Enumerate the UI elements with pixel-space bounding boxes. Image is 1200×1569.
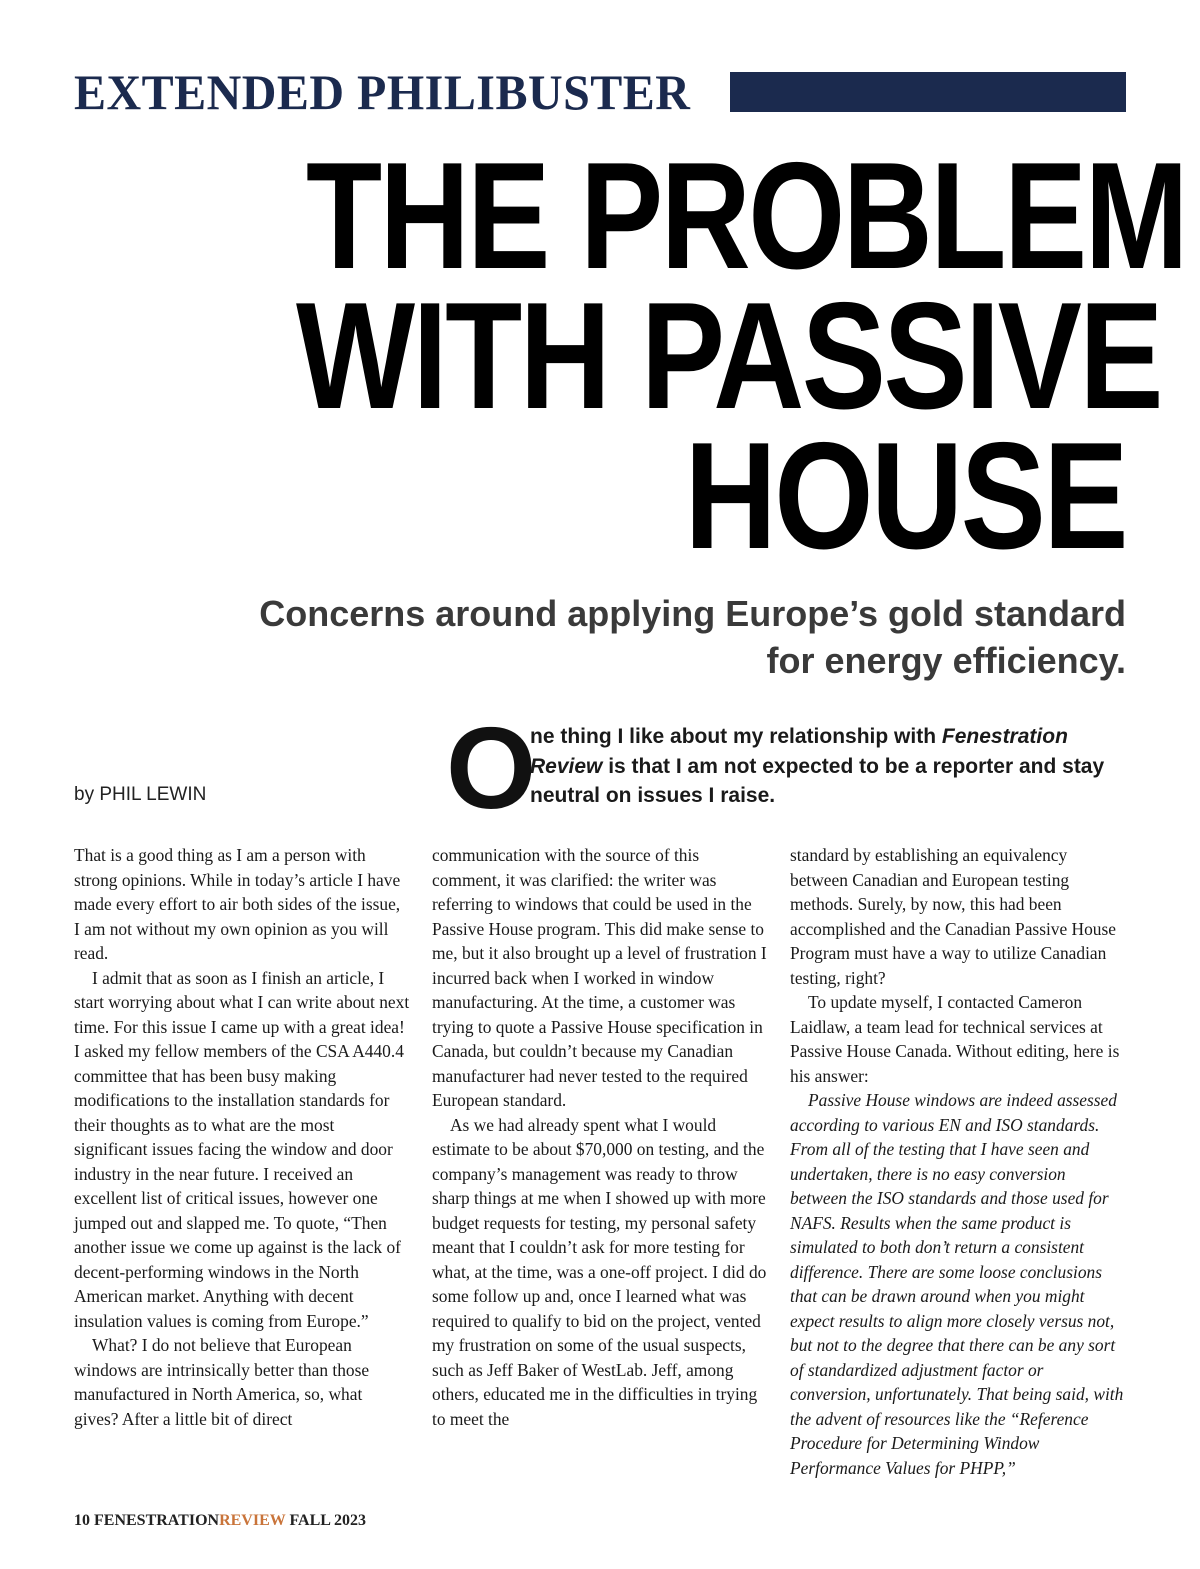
- magazine-title: [94, 1512, 285, 1529]
- intro-text-start: ne thing I like about my relationship with: [530, 725, 942, 748]
- subtitle-line-2: for energy efficiency.: [766, 640, 1126, 681]
- body-paragraph: communication with the source of this comment, it was clarified: the writer was referring to windows that could be used in the Passive House program. This did make sense to me, but it also brought up a level of frustration I incurred back when I worked in window manufacturing. At the time, a customer was trying to quote a Passive House specification in Canada, but couldn’t because my Canadian manufacturer had never tested to the required European standard.: [432, 845, 767, 1110]
- body-column-3: [790, 843, 1126, 1480]
- section-title: EXTENDED PHILIBUSTER: [74, 64, 691, 120]
- body-column-2: [432, 843, 768, 1431]
- magazine-name: Fenestration Review: [530, 725, 1068, 778]
- page-number: 10: [74, 1512, 90, 1529]
- body-paragraph: standard by establishing an equivalency between Canadian and European testing methods. Surely, by now, this had been accomplished and the Canadian Passive House Program must have a way to utilize Canadian testing, right?: [790, 845, 1116, 988]
- headline-line-2: WITH PASSIVE: [296, 271, 1162, 441]
- body-paragraph: As we had already spent what I would estimate to be about $70,000 on testing, and the company’s management was ready to throw sharp things at me when I showed up with more budget requests for testing, my personal safety meant that I couldn’t ask for more testing for what, at the time, was a one-off project. I did do some follow up and, once I learned what was required to qualify to bid on the project, vented my frustration on some of the usual suspects, such as Jeff Baker of WestLab. Jeff, among others, educated me in the difficulties in trying to meet the: [432, 1114, 767, 1429]
- article-subtitle: [126, 590, 1126, 684]
- intro-text-end: is that I am not expected to be a reporter and stay neutral on issues I raise.: [530, 754, 1105, 807]
- byline: by PHIL LEWIN: [74, 784, 207, 805]
- headline-line-3: HOUSE: [684, 411, 1126, 581]
- magazine-title-part-1: FENESTRATION: [94, 1512, 220, 1529]
- intro-paragraph: [446, 703, 1130, 833]
- body-column-1: [74, 843, 410, 1431]
- drop-cap: O: [446, 703, 537, 833]
- headline-line-1: THE PROBLEM: [306, 131, 1187, 301]
- subtitle-line-1: Concerns around applying Europe’s gold standard: [259, 593, 1126, 634]
- article-headline: [126, 131, 1187, 581]
- magazine-title-part-2: REVIEW: [219, 1512, 286, 1529]
- body-paragraph: I admit that as soon as I finish an article, I start worrying about what I can write about next time. For this issue I came up with a great idea! I asked my fellow members of the CSA A440.4 committee that has been busy making modifications to the installation standards for their thoughts as to what are the most significant issues facing the window and door industry in the near future. I received an excellent list of critical issues, however one jumped out and slapped me. To quote, “Then another issue we come up against is the lack of decent-performing windows in the North American market. Anything with decent insulation values is coming from Europe.”: [74, 967, 410, 1331]
- section-header: [74, 62, 1126, 122]
- section-title-bar: [730, 72, 1126, 112]
- body-paragraph: What? I do not believe that European windows are intrinsically better than those manufactured in North America, so, what gives? After a little bit of direct: [74, 1335, 370, 1429]
- quote-paragraph: Passive House windows are indeed assessed according to various EN and ISO standards. From all of the testing that I have seen and undertaken, there is no easy conversion between the ISO standards and those used for NAFS. Results when the same product is simulated to both don’t return a consistent difference. There are some loose conclusions that can be drawn around when you might expect results to align more closely versus not, but not to the degree that there can be any sort of standardized adjustment factor or conversion, unfortunately. That being said, with the advent of resources like the “Reference Procedure for Determining Window Performance Values for PHPP,”: [790, 1090, 1124, 1478]
- body-paragraph: To update myself, I contacted Cameron Laidlaw, a team lead for technical services at Passive House Canada. Without editing, here is his answer:: [790, 992, 1120, 1086]
- issue-label: FALL 2023: [289, 1512, 367, 1529]
- intro-text: [530, 722, 1130, 811]
- body-paragraph: That is a good thing as I am a person with strong opinions. While in today’s article I have made every effort to air both sides of the issue, I am not without my own opinion as you will read.: [74, 845, 401, 963]
- page-footer: [74, 1512, 366, 1530]
